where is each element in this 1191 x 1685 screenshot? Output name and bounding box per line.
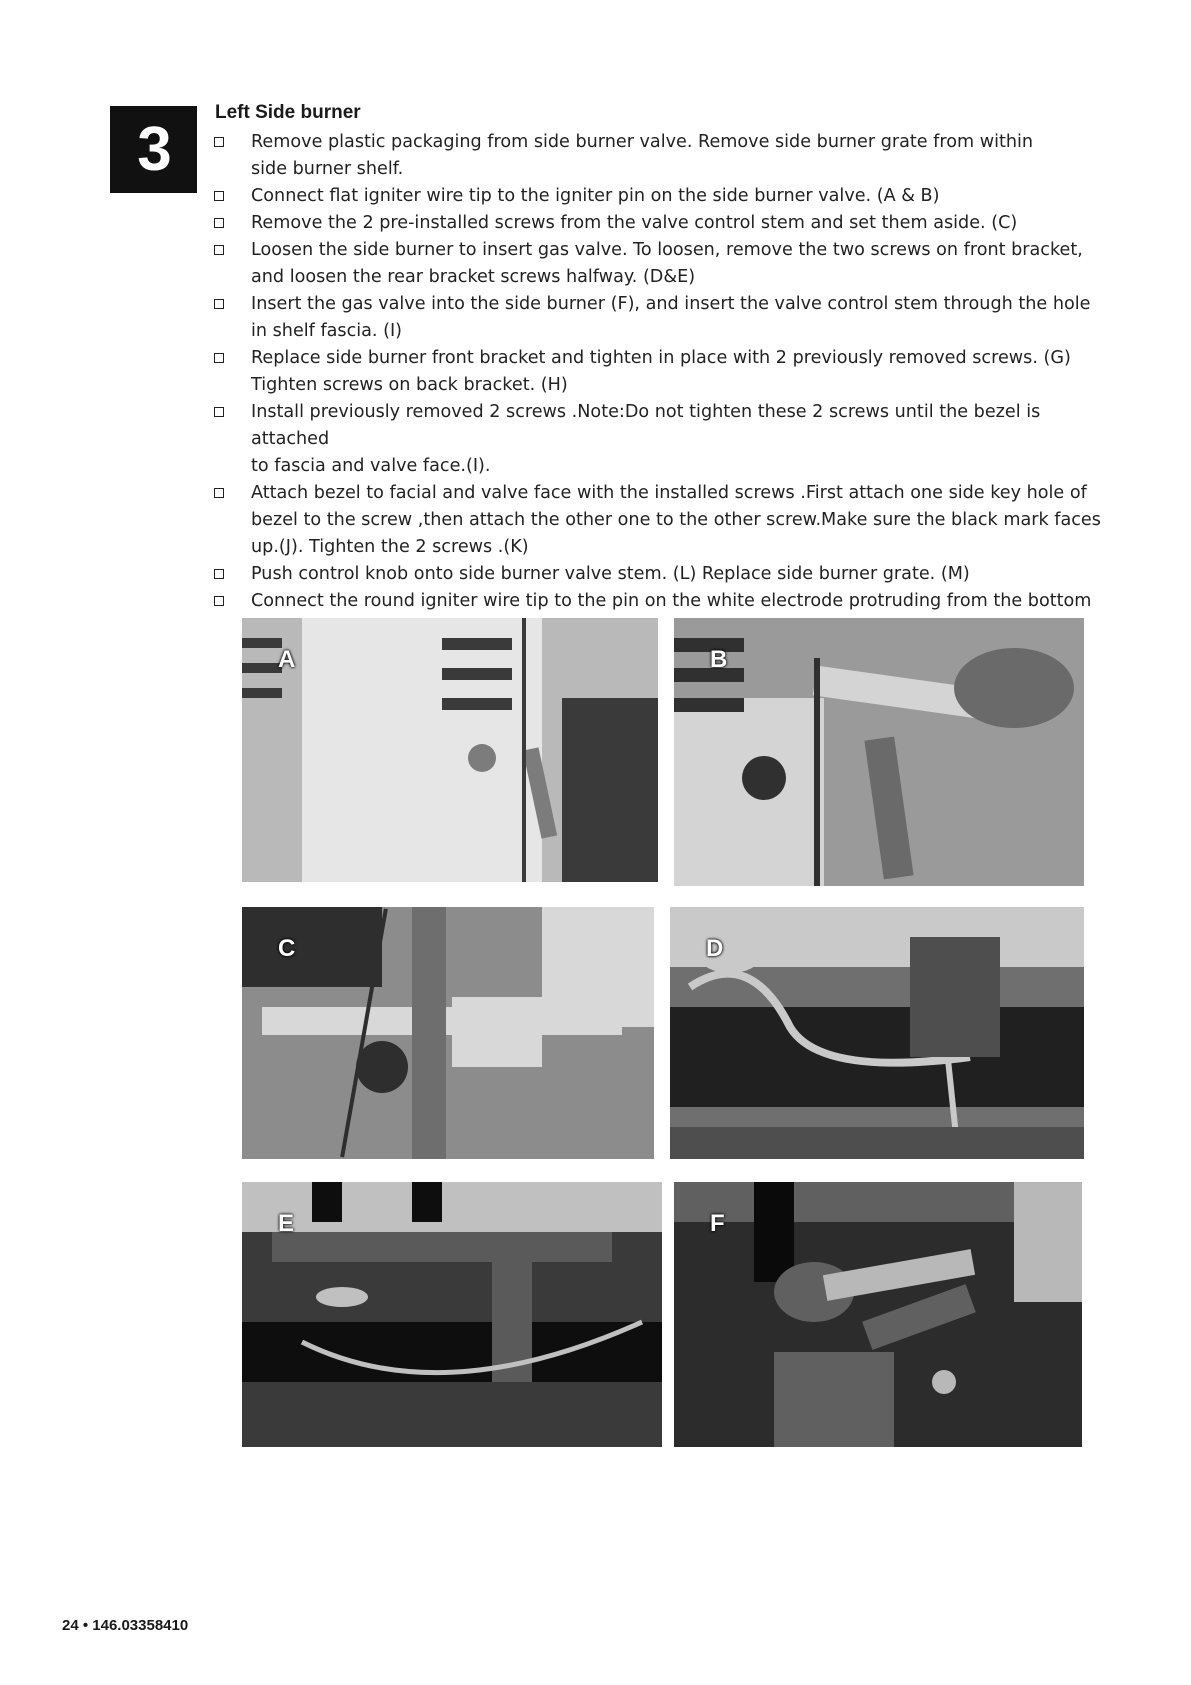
photo-d [670,907,1084,1159]
photo-f [674,1182,1082,1447]
instruction-step [213,480,1113,561]
instruction-step [213,345,1113,399]
page-footer: 24 • 146.03358410 [62,1617,189,1634]
step-line: Loosen the side burner to insert gas valve. To loosen, remove the two screws on front bracket, [251,240,1083,260]
checkbox-icon [214,137,224,147]
checkbox-icon [214,353,224,363]
checkbox-icon [214,299,224,309]
instruction-step [213,399,1113,480]
instruction-step [213,291,1113,345]
step-line: Install previously removed 2 screws .Note:Do not tighten these 2 screws until the bezel is attached [251,402,1041,449]
photo-a-image [242,618,658,882]
step-line: Attach bezel to facial and valve face with the installed screws .First attach one side key hole of [251,483,1087,503]
instruction-step [213,129,1113,183]
checkbox-icon [214,218,224,228]
step-line: to fascia and valve face.(I). [251,456,491,476]
photo-c-image [242,907,654,1159]
checkbox-icon [214,245,224,255]
step-line: Push control knob onto side burner valve stem. (L) Replace side burner grate. (M) [251,564,970,584]
photo-label: D [706,935,724,962]
step-line: Insert the gas valve into the side burner (F), and insert the valve control stem through the hole [251,294,1091,314]
checkbox-icon [214,407,224,417]
photo-b [674,618,1084,886]
photo-label: C [278,935,296,962]
instruction-step [213,210,1113,237]
step-line: Remove the 2 pre-installed screws from the valve control stem and set them aside. (C) [251,213,1018,233]
photo-label: F [710,1210,725,1237]
step-line: Connect the round igniter wire tip to the pin on the white electrode protruding from the bottom [251,591,1092,611]
photo-c [242,907,654,1159]
checkbox-icon [214,569,224,579]
checkbox-icon [214,596,224,606]
step-number-badge: 3 [110,106,197,193]
step-line: Replace side burner front bracket and tighten in place with 2 previously removed screws. (G) [251,348,1071,368]
photo-d-image [670,907,1084,1159]
photo-label: A [278,646,296,673]
instruction-step [213,237,1113,291]
step-line: bezel to the screw ,then attach the other one to the other screw.Make sure the black mark faces [251,510,1101,530]
step-line: Tighten screws on back bracket. (H) [251,375,568,395]
step-line: side burner shelf. [251,159,404,179]
photo-label: E [278,1210,295,1237]
photo-b-image [674,618,1084,886]
photo-e [242,1182,662,1447]
checkbox-icon [214,191,224,201]
step-line: Remove plastic packaging from side burner valve. Remove side burner grate from within [251,132,1034,152]
step-line: Connect flat igniter wire tip to the igniter pin on the side burner valve. (A & B) [251,186,940,206]
photo-f-image [674,1182,1082,1447]
checkbox-icon [214,488,224,498]
photo-e-image [242,1182,662,1447]
step-line: in shelf fascia. (I) [251,321,403,341]
step-line: up.(J). Tighten the 2 screws .(K) [251,537,529,557]
instruction-list [213,129,1113,642]
photo-a [242,618,658,882]
photo-label: B [710,646,728,673]
instruction-step [213,183,1113,210]
step-line: and loosen the rear bracket screws halfway. (D&E) [251,267,696,287]
instruction-step [213,561,1113,588]
section-title: Left Side burner [215,102,361,123]
